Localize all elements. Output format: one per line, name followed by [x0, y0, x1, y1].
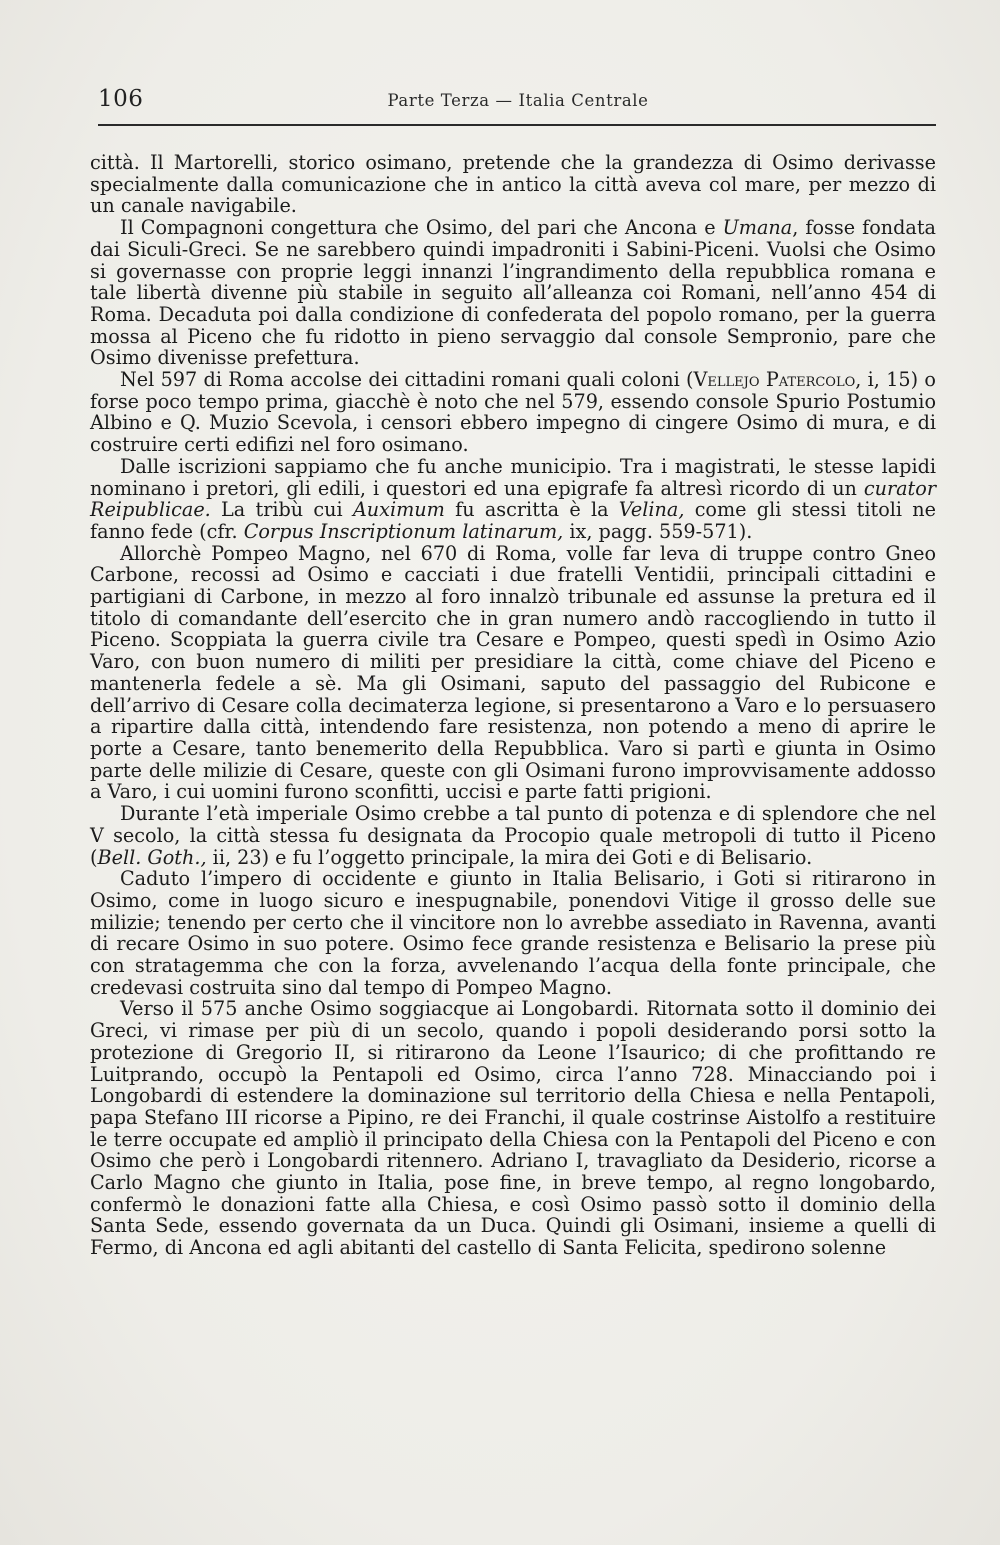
paragraph	[90, 998, 936, 1258]
paragraph	[90, 456, 936, 543]
italic-text: Velina,	[618, 498, 685, 522]
text-run: città. Il Martorelli, storico osimano, pretende che la grandezza di Osimo derivasse specialmente dalla comunicazione che in antico la città aveva col mare, per mezzo di un canale navigabile.	[90, 151, 936, 218]
text-run: Dalle iscrizioni sappiamo che fu anche municipio. Tra i magistrati, le stesse lapidi nominano i pretori, gli edili, i questori ed una epigrafe fa altresì ricordo di un	[90, 454, 936, 500]
paragraph	[90, 868, 936, 998]
body-text	[90, 152, 936, 1259]
text-run: Il Compagnoni congettura che Osimo, del pari che Ancona e	[120, 216, 723, 240]
paragraph	[90, 803, 936, 868]
running-head	[98, 84, 938, 118]
italic-text: Corpus Inscriptionum latinarum,	[243, 519, 564, 543]
text-run: Caduto l’impero di occidente e giunto in Italia Belisario, i Goti si ritirarono in Osimo, come in luogo sicuro e inespugnabile, ponendovi Vitige il grosso delle sue milizie; tenendo per certo che il vincitore non lo avrebbe assediato in Ravenna, avanti di recare Osimo in suo potere. Osimo fece grande resistenza e Belisario la prese più con stratagemma che con la forza, avvelenando l’acqua della fonte principale, che credevasi costruita sino dal tempo di Pompeo Magno.	[90, 867, 936, 999]
text-run: Allorchè Pompeo Magno, nel 670 di Roma, volle far leva di truppe contro Gneo Carbone, recossi ad Osimo e cacciati i due fratelli Ventidii, principali cittadini e partigiani di Carbone, in mezzo al foro innalzò tribunale ed assunse la pretura ed il titolo di comandante dell’esercito che in gran numero andò raccogliendo in tutto il Piceno. Scoppiata la guerra civile tra Cesare e Pompeo, questi spedì in Osimo Azio Varo, con buon numero di militi per presidiare la città, come chiave del Piceno e mantenerla fedele a sè. Ma gli Osimani, saputo del passaggio del Rubicone e dell’arrivo di Cesare colla decimaterza legione, si presentarono a Varo e lo persuasero a ripartire dalla città, intendendo fare resistenza, non potendo a meno di aprire le porte a Cesare, tanto benemerito della Repubblica. Varo si partì e giunta in Osimo parte delle milizie di Cesare, queste con gli Osimani furono improvvisamente addosso a Varo, i cui uomini furono sconfitti, uccisi e parte fatti prigioni.	[90, 541, 936, 804]
italic-text: Bell. Goth.,	[97, 845, 207, 869]
text-run: , i, 15) o forse poco tempo prima, giacchè è noto che nel 579, essendo console Spurio Postumio Albino e Q. Muzio Scevola, i censori ebbero impegno di cingere Osimo di mura, e di costruire certi edifizi nel foro osimano.	[90, 368, 936, 457]
small-caps-text: Vellejo Patercolo	[693, 368, 856, 392]
text-run: , fosse fondata dai Siculi-Greci. Se ne sarebbero quindi impadroniti i Sabini-Piceni. Vuolsi che Osimo si governasse con proprie leggi innanzi l’ingrandimento della repubblica romana e tale libertà divenne più stabile in seguito all’alleanza coi Romani, nell’anno 454 di Roma. Decaduta poi dalla condizione di confederata del popolo romano, per la guerra mossa al Piceno che fu ridotto in pieno servaggio dal console Sempronio, pare che Osimo divenisse prefettura.	[90, 216, 936, 370]
paragraph	[90, 217, 936, 369]
header-rule	[98, 124, 936, 126]
paragraph	[90, 543, 936, 803]
text-run: come gli stessi titoli ne fanno fede (cfr.	[90, 498, 936, 543]
text-run: Nel 597 di Roma accolse dei cittadini romani quali coloni (	[120, 368, 694, 392]
text-run: ix, pagg. 559-571).	[563, 519, 753, 543]
text-run: Durante l’età imperiale Osimo crebbe a tal punto di potenza e di splendore che nel V secolo, la città stessa fu designata da Procopio quale metropoli di tutto il Piceno (	[90, 802, 936, 869]
italic-text: Auximum	[352, 498, 445, 522]
text-run: ii, 23) e fu l’oggetto principale, la mira dei Goti e di Belisario.	[206, 845, 813, 869]
text-run: La tribù cui	[210, 498, 353, 522]
italic-text: curator Reipublicae.	[90, 476, 936, 522]
text-run: Verso il 575 anche Osimo soggiacque ai Longobardi. Ritornata sotto il dominio dei Greci, vi rimase per più di un secolo, quando i popoli desiderando porsi sotto la protezione di Gregorio II, si ritirarono da Leone l’Isaurico; di che profittando re Luitprando, occupò la Pentapoli ed Osimo, circa l’anno 728. Minacciando poi i Longobardi di estendere la dominazione sul territorio della Chiesa e nella Pentapoli, papa Stefano III ricorse a Pipino, re dei Franchi, il quale costrinse Aistolfo a restituire le terre occupate ed ampliò il principato della Chiesa con la Pentapoli del Piceno e con Osimo che però i Longobardi ritennero. Adriano I, travagliato da Desiderio, ricorse a Carlo Magno che giunto in Italia, pose fine, in breve tempo, al regno longobardo, confermò le donazioni fatte alla Chiesa, e così Osimo passò sotto il dominio della Santa Sede, essendo governata da un Duca. Quindi gli Osimani, insieme a quelli di Fermo, di Ancona ed agli abitanti del castello di Santa Felicita, spedirono solenne	[90, 997, 936, 1260]
running-title: Parte Terza — Italia Centrale	[387, 91, 649, 110]
italic-text: Umana	[722, 216, 793, 240]
page-number: 106	[98, 86, 144, 112]
paragraph	[90, 369, 936, 456]
paragraph	[90, 152, 936, 217]
text-run: fu ascritta è la	[444, 498, 619, 522]
